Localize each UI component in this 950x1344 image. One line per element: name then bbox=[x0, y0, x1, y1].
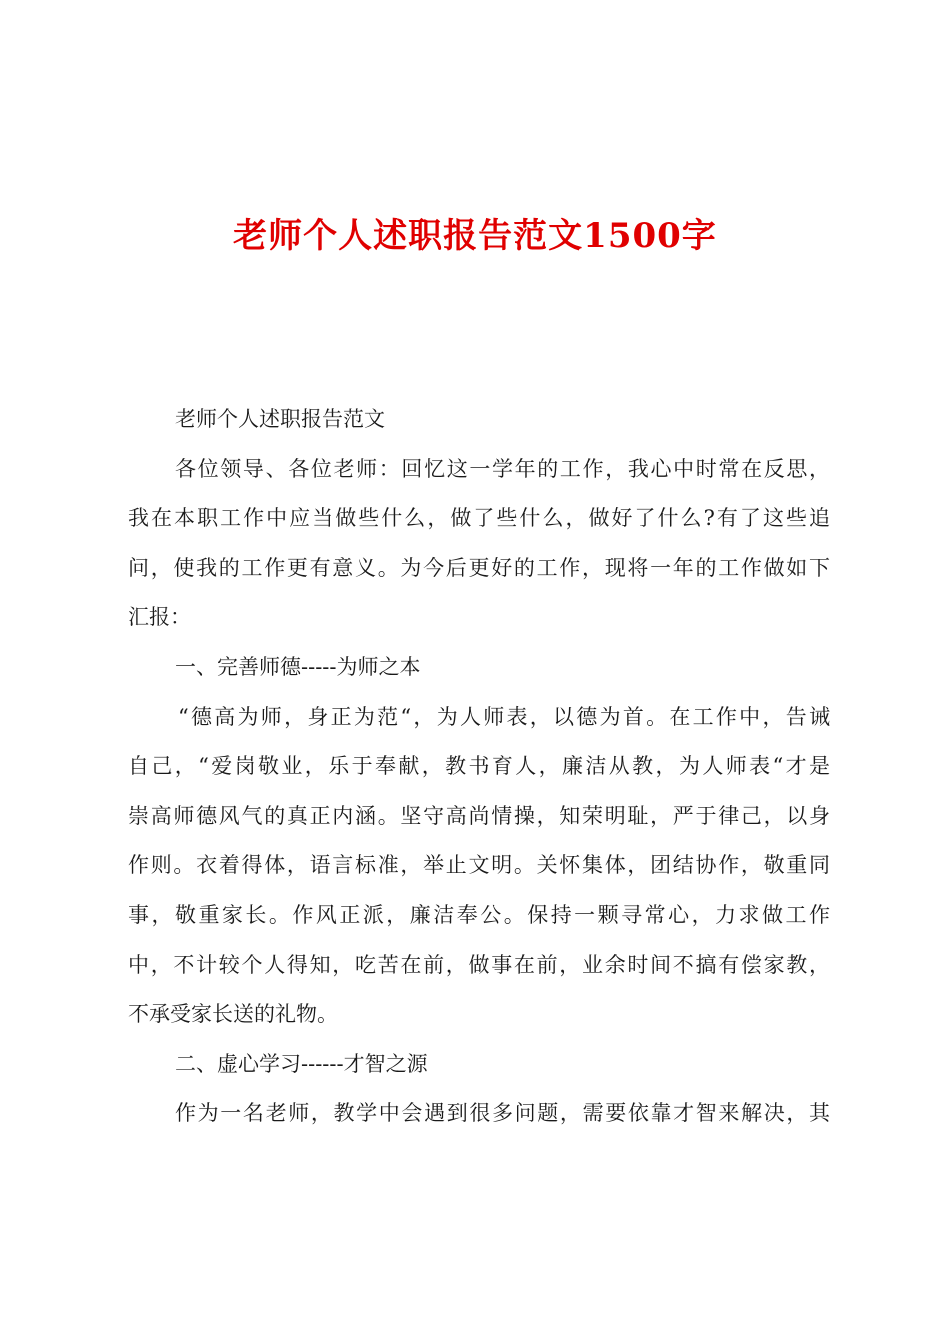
text-line: 作则。衣着得体，语言标准，举止文明。关怀集体，团结协作，敬重同 bbox=[128, 853, 830, 878]
text-line: 自己，“爱岗敬业，乐于奉献，教书育人，廉洁从教，为人师表“才是 bbox=[128, 754, 830, 779]
text-line: 老师个人述职报告范文 bbox=[175, 407, 385, 431]
text-line: 汇报： bbox=[128, 605, 191, 630]
text-line: 事，敬重家长。作风正派，廉洁奉公。保持一颗寻常心，力求做工作 bbox=[128, 902, 830, 927]
text-line: 问，使我的工作更有意义。为今后更好的工作，现将一年的工作做如下 bbox=[128, 555, 830, 580]
document-body bbox=[128, 395, 830, 1139]
text-line: “德高为师，身正为范“，为人师表，以德为首。在工作中，告诫 bbox=[178, 704, 830, 729]
subtitle-paragraph bbox=[128, 395, 830, 445]
text-line: 各位领导、各位老师：回忆这一学年的工作，我心中时常在反思， bbox=[175, 456, 830, 481]
ethics-paragraph bbox=[128, 693, 830, 1040]
section-heading-1 bbox=[128, 643, 830, 693]
text-line: 一、完善师德-----为师之本 bbox=[175, 654, 421, 679]
learning-paragraph bbox=[128, 1089, 830, 1139]
document-title: 老师个人述职报告范文1500字 bbox=[233, 216, 717, 256]
text-line: 中，不计较个人得知，吃苦在前，做事在前，业余时间不搞有偿家教， bbox=[128, 952, 830, 977]
section-heading-2 bbox=[128, 1040, 830, 1090]
greeting-paragraph bbox=[128, 445, 830, 643]
text-line: 不承受家长送的礼物。 bbox=[128, 1002, 338, 1027]
text-line: 我在本职工作中应当做些什么，做了些什么，做好了什么?有了这些追 bbox=[128, 506, 830, 531]
text-line: 二、虚心学习------才智之源 bbox=[175, 1051, 428, 1076]
text-line: 作为一名老师，教学中会遇到很多问题，需要依靠才智来解决，其 bbox=[175, 1101, 830, 1126]
text-line: 崇高师德风气的真正内涵。坚守高尚情操，知荣明耻，严于律己，以身 bbox=[128, 803, 830, 828]
